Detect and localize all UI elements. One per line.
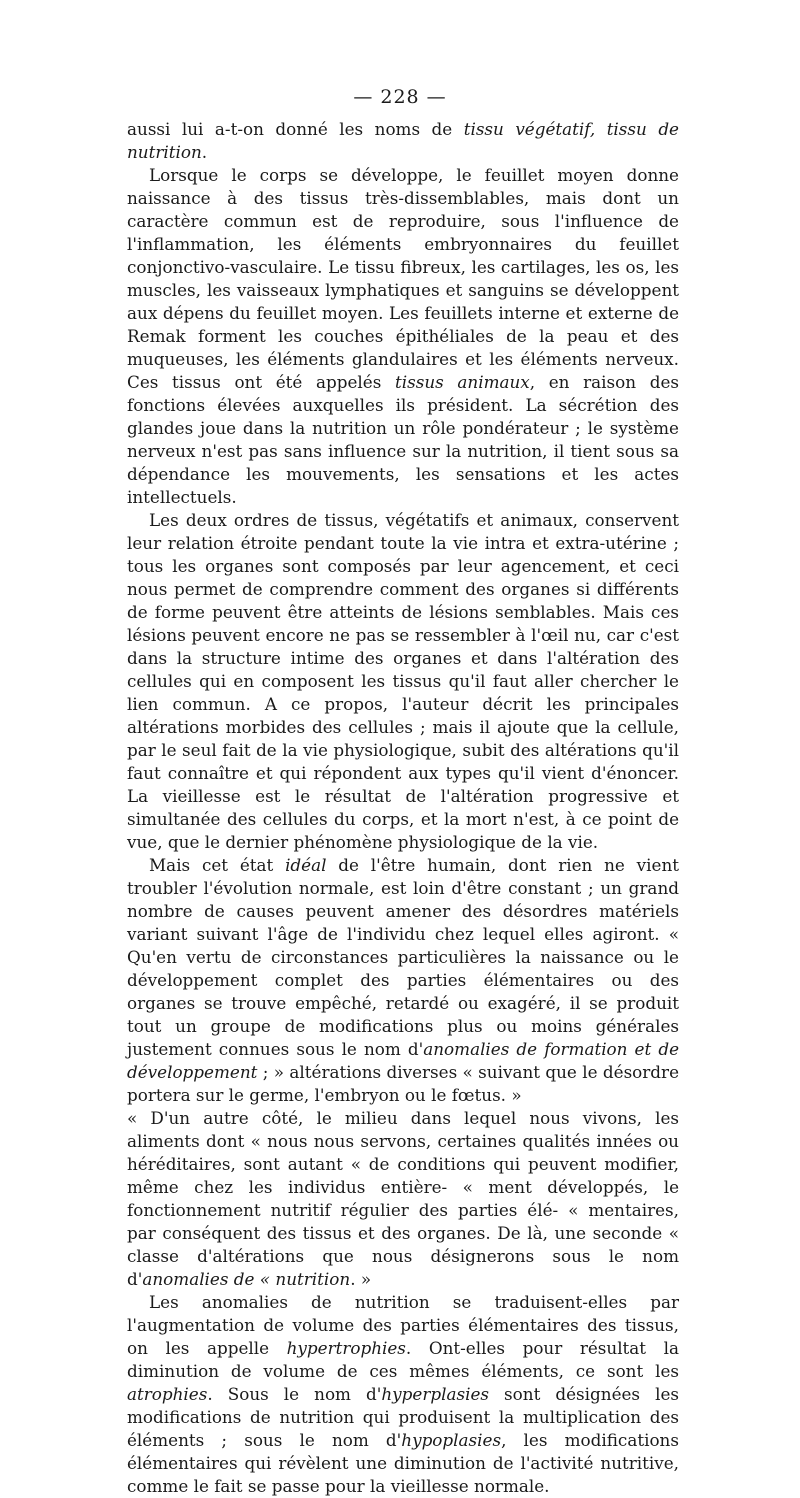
paragraph [127, 1107, 679, 1291]
text-run: sont désignées les modifications de nutrition qui produisent la multiplication des éléments ; sous le nom d' [127, 1384, 679, 1450]
italic-text: anomalies de formation et de développement [127, 1039, 679, 1082]
text-run: de l'être humain, dont rien ne vient troubler l'évolution normale, est loin d'être constant ; un grand nombre de causes peuvent amener des désordres matériels variant suivant l'âge de l'individu chez lequel elles agiront. « Qu'en vertu de circonstances particulières la naissance ou le développement complet des parties élémentaires ou des organes se trouve empêché, retardé ou exagéré, il se produit tout un groupe de modifications plus ou moins générales justement connues sous le nom d' [127, 855, 679, 1059]
paragraph [127, 1291, 679, 1498]
text-run: Lorsque le corps se développe, le feuillet moyen donne naissance à des tissus très-dissemblables, mais dont un caractère commun est de reproduire, sous l'influence de l'inflammation, les éléments embryonnaires du feuillet conjonctivo-vasculaire. Le tissu fibreux, les cartilages, les os, les muscles, les vaisseaux lymphatiques et sanguins se développent aux dépens du feuillet moyen. Les feuillets interne et externe de Remak forment les couches épithéliales de la peau et des muqueuses, les éléments glandulaires et les éléments nerveux. Ces tissus ont été appelés [127, 165, 679, 392]
paragraph [127, 164, 679, 509]
text-run: . » [350, 1269, 372, 1289]
italic-text: tissus animaux [394, 372, 530, 392]
text-run: Les anomalies de nutrition se traduisent-elles par l'augmentation de volume des parties élémentaires des tissus, on les appelle [127, 1292, 679, 1358]
italic-text: hypertrophies [286, 1338, 406, 1358]
text-run: . [201, 142, 208, 162]
text-run: ; » altérations diverses « suivant que le désordre portera sur le germe, l'embryon ou le fœtus. » [127, 1062, 679, 1105]
text-run: . Sous le nom d' [207, 1384, 382, 1404]
page-number: — 228 — [353, 86, 447, 108]
italic-text: idéal [285, 855, 327, 875]
italic-text: hypoplasies [401, 1430, 502, 1450]
paragraph [127, 118, 679, 164]
italic-text: hyperplasies [381, 1384, 489, 1404]
paragraph [127, 509, 679, 854]
text-run: , en raison des fonctions élevées auxquelles ils président. La sécrétion des glandes joue dans la nutrition un rôle pondérateur ; le système nerveux n'est pas sans influence sur la nutrition, il tient sous sa dépendance les mouvements, les sensations et les actes intellectuels. [127, 372, 679, 507]
text-run: Mais cet état [149, 855, 286, 875]
italic-text: atrophies [127, 1384, 208, 1404]
paragraph [127, 854, 679, 1107]
text-run: « D'un autre côté, le milieu dans lequel nous vivons, les aliments dont « nous nous servons, certaines qualités innées ou héréditaires, sont autant « de conditions qui peuvent modifier, même chez les individus entière- « ment développés, le fonctionnement nutritif régulier des parties élé- « mentaires, par conséquent des tissus et des organes. De là, une seconde « classe d'altérations que nous désignerons sous le nom d' [127, 1108, 679, 1289]
text-run: Les deux ordres de tissus, végétatifs et animaux, conservent leur relation étroite pendant toute la vie intra et extra-utérine ; tous les organes sont composés par leur agencement, et ceci nous permet de comprendre comment des organes si différents de forme peuvent être atteints de lésions semblables. Mais ces lésions peuvent encore ne pas se ressembler à l'œil nu, car c'est dans la structure intime des organes et dans l'altération des cellules qui en composent les tissus qu'il faut aller chercher le lien commun. A ce propos, l'auteur décrit les principales altérations morbides des cellules ; mais il ajoute que la cellule, par le seul fait de la vie physiologique, subit des altérations qu'il faut connaître et qui répondent aux types qu'il vient d'énoncer. La vieillesse est le résultat de l'altération progressive et simultanée des cellules du corps, et la mort n'est, à ce point de vue, que le dernier phénomène physiologique de la vie. [127, 510, 679, 852]
text-run: aussi lui a-t-on donné les noms de [127, 119, 464, 139]
text-run: . Ont-elles pour résultat la diminution de volume de ces mêmes éléments, ce sont les [127, 1338, 679, 1381]
body-text [127, 118, 679, 1498]
text-run: , les modifications élémentaires qui révèlent une diminution de l'activité nutritive, comme le fait se passe pour la vieillesse normale. [127, 1430, 679, 1496]
italic-text: anomalies de « nutrition [142, 1269, 351, 1289]
italic-text: tissu végétatif, tissu de nutrition [127, 119, 679, 162]
